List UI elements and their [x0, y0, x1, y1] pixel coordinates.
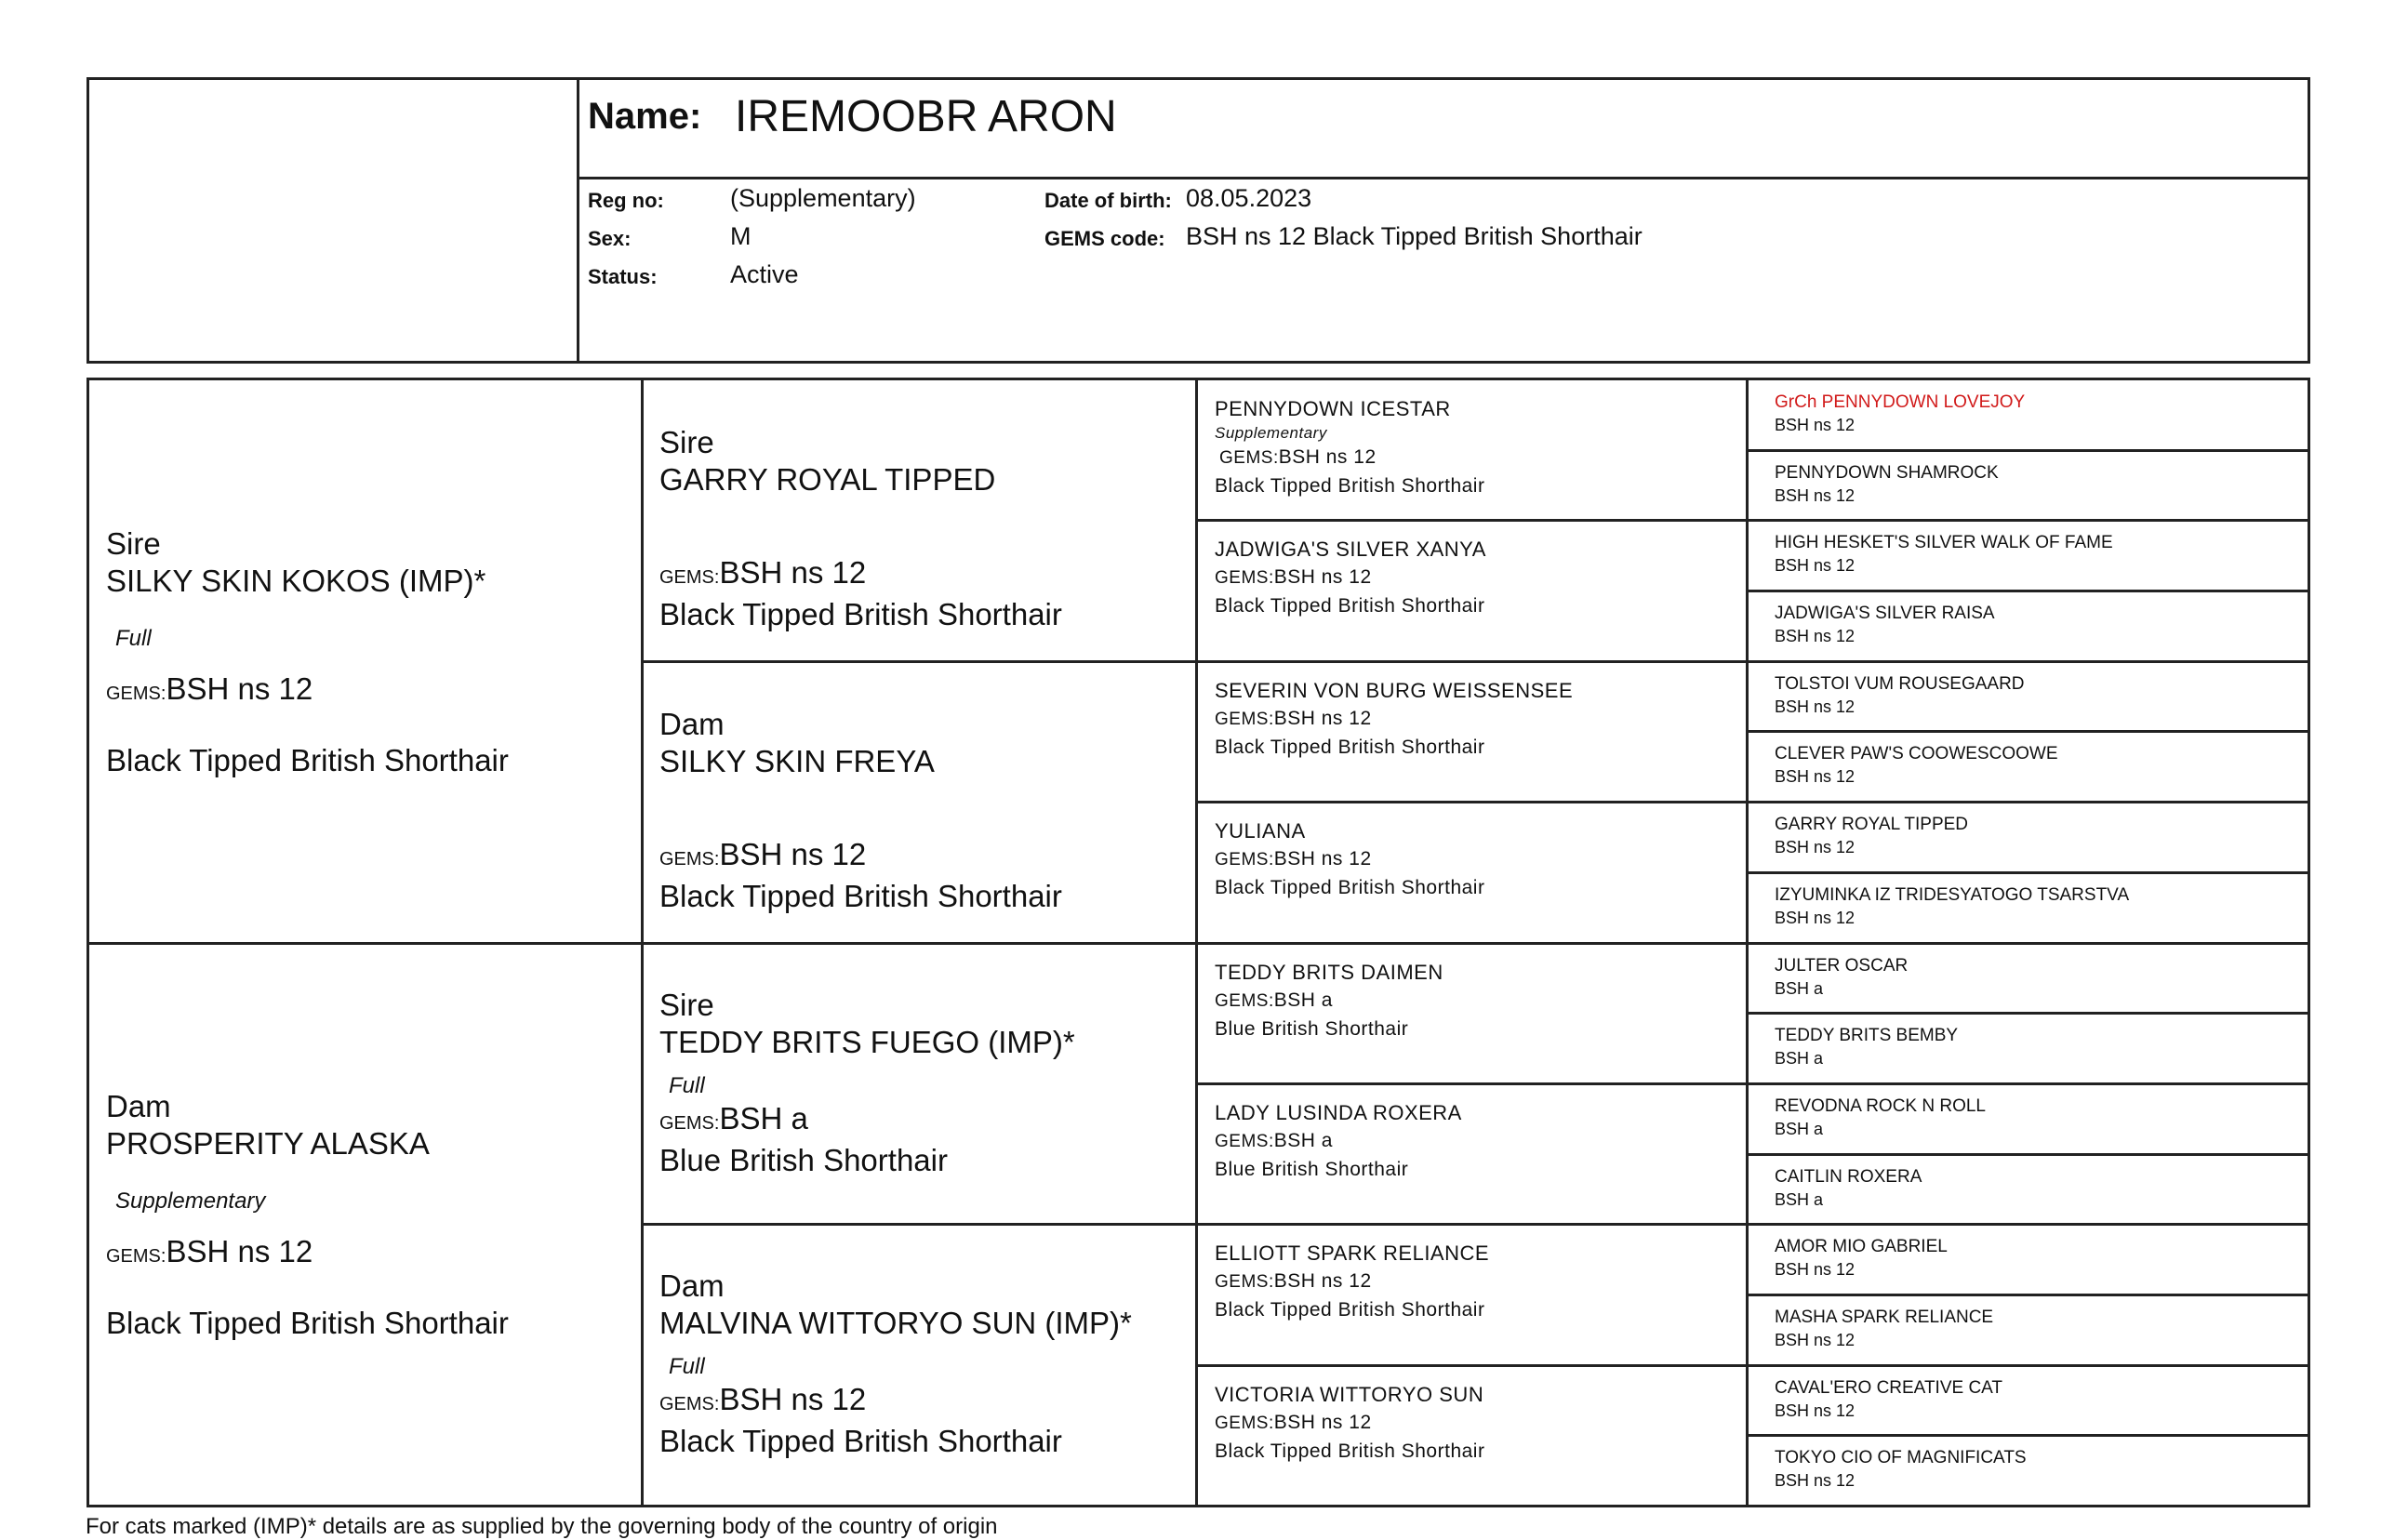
gen3-breed: Black Tipped British Shorthair: [1215, 1299, 1485, 1321]
gems-prefix: GEMS:: [1219, 448, 1279, 468]
gen4-ancestor: [1775, 742, 2305, 789]
gen2-role: Sire: [659, 425, 714, 459]
gen4-ancestor: [1775, 1446, 2305, 1493]
gems-code-value: BSH ns 12 Black Tipped British Shorthair: [1186, 222, 1643, 250]
gems-prefix: GEMS:: [1215, 1131, 1274, 1151]
gen3-ancestor: [1215, 1381, 1736, 1466]
gen4-row-divider: [1748, 1082, 2308, 1085]
gen2-quality: Full: [669, 1073, 705, 1098]
gen4-name: IZYUMINKA IZ TRIDESYATOGO TSARSTVA: [1775, 884, 2130, 905]
gen2-gems: BSH ns 12: [719, 555, 867, 590]
gen4-row-divider: [1748, 1153, 2308, 1156]
gen2-name: SILKY SKIN FREYA: [659, 744, 935, 778]
gen2-breed: Black Tipped British Shorthair: [659, 879, 1062, 913]
gen1-dam-quality: Supplementary: [115, 1188, 266, 1214]
gen1-sire-role: Sire: [106, 526, 161, 561]
gen4-ancestor: [1775, 883, 2305, 930]
gen4-ancestor: [1775, 1235, 2305, 1281]
gen4-gems: BSH ns 12: [1775, 1330, 1856, 1349]
gen3-breed: Black Tipped British Shorthair: [1215, 736, 1485, 758]
gen4-gems: BSH ns 12: [1775, 697, 1856, 716]
gen4-name: TOKYO CIO OF MAGNIFICATS: [1775, 1448, 2027, 1468]
gen4-name: TOLSTOI VUM ROUSEGAARD: [1775, 673, 2025, 694]
gems-prefix: GEMS:: [1215, 850, 1274, 870]
status-value: Active: [730, 260, 799, 288]
gems-prefix: GEMS:: [1215, 1413, 1274, 1433]
gen3-gems: BSH ns 12: [1273, 566, 1372, 589]
gen2-role: Sire: [659, 988, 714, 1022]
gen3-name: JADWIGA'S SILVER XANYA: [1215, 538, 1486, 562]
gen1-sire-breed: Black Tipped British Shorthair: [106, 743, 509, 777]
gen1-dam-name: PROSPERITY ALASKA: [106, 1126, 430, 1161]
gen1-dam-gems: BSH ns 12: [166, 1234, 313, 1268]
gen4-name: JULTER OSCAR: [1775, 955, 1909, 976]
gems-prefix: GEMS:: [1215, 990, 1274, 1011]
header-box: [86, 77, 2310, 364]
gen4-ancestor: [1775, 672, 2305, 719]
gen1-dam: [106, 1088, 627, 1342]
gen4-gems: BSH a: [1775, 978, 1824, 998]
gen3-gems: BSH ns 12: [1273, 1411, 1372, 1433]
gen4-ancestor: [1775, 1095, 2305, 1141]
gen2-breed: Blue British Shorthair: [659, 1143, 948, 1177]
gen4-gems: BSH ns 12: [1775, 1401, 1856, 1420]
gen3-name: YULIANA: [1215, 819, 1306, 843]
gems-prefix: GEMS:: [659, 1394, 720, 1414]
gen4-ancestor: [1775, 391, 2305, 437]
gen3-breed: Blue British Shorthair: [1215, 1158, 1409, 1180]
gen4-gems: BSH ns 12: [1775, 485, 1856, 505]
gen3-ancestor: [1215, 536, 1736, 620]
reg-no-label: Reg no:: [588, 189, 664, 212]
dob-label: Date of birth:: [1044, 189, 1172, 212]
gen4-ancestor: [1775, 1165, 2305, 1212]
sex-value: M: [730, 222, 752, 250]
gen4-row-divider: [1748, 1012, 2308, 1015]
sex-label: Sex:: [588, 227, 632, 250]
gen3-name: TEDDY BRITS DAIMEN: [1215, 960, 1443, 984]
gen4-ancestor: [1775, 461, 2305, 508]
gen3-quality: Supplementary: [1215, 424, 1327, 442]
gen4-ancestor: [1775, 1376, 2305, 1423]
gen4-row-divider: [1748, 1223, 2308, 1226]
gems-prefix: GEMS:: [659, 567, 720, 588]
gen4-gems: BSH ns 12: [1775, 556, 1856, 576]
gen4-gems: BSH ns 12: [1775, 416, 1856, 434]
gen4-row-divider: [1748, 449, 2308, 452]
gen1-dam-breed: Black Tipped British Shorthair: [106, 1306, 509, 1340]
gen3-ancestor: [1215, 959, 1736, 1043]
gen4-name: AMOR MIO GABRIEL: [1775, 1237, 1948, 1257]
gen3-name: SEVERIN VON BURG WEISSENSEE: [1215, 678, 1574, 702]
header-photo-divider: [577, 79, 579, 362]
gen4-gems: BSH ns 12: [1775, 838, 1856, 857]
gen4-gems: BSH ns 12: [1775, 767, 1856, 787]
gen2-dam-2: [659, 1268, 1180, 1460]
gen4-name: REVODNA ROCK N ROLL: [1775, 1095, 1986, 1116]
gen2-name: TEDDY BRITS FUEGO (IMP)*: [659, 1025, 1075, 1059]
gen4-name: GARRY ROYAL TIPPED: [1775, 815, 1969, 835]
gen3-ancestor: [1215, 817, 1736, 902]
gen1-dam-role: Dam: [106, 1089, 171, 1123]
gen2-sire-1: [659, 424, 1180, 633]
gen1-sire-quality: Full: [115, 626, 152, 651]
gems-prefix: GEMS:: [1215, 568, 1274, 589]
gen4-row-divider: [1748, 519, 2308, 522]
gen3-name: ELLIOTT SPARK RELIANCE: [1215, 1241, 1490, 1266]
gen3-name: LADY LUSINDA ROXERA: [1215, 1100, 1462, 1124]
gen4-row-divider: [1748, 801, 2308, 803]
gen4-row-divider: [1748, 942, 2308, 945]
gems-prefix: GEMS:: [106, 1246, 166, 1267]
dob-value: 08.05.2023: [1186, 184, 1312, 212]
gen3-name: VICTORIA WITTORYO SUN: [1215, 1382, 1484, 1406]
gen3-ancestor: [1215, 1099, 1736, 1184]
header-divider: [579, 177, 2308, 179]
gen4-gems: BSH a: [1775, 1119, 1824, 1138]
gen3-gems: BSH ns 12: [1273, 1270, 1372, 1293]
gen4-gems: BSH ns 12: [1775, 627, 1856, 646]
gen4-gems: BSH ns 12: [1775, 908, 1856, 927]
gen2-quality: Full: [669, 1354, 705, 1379]
gen2-breed: Black Tipped British Shorthair: [659, 1424, 1062, 1458]
reg-no-value: (Supplementary): [730, 184, 916, 212]
gen4-name: JADWIGA'S SILVER RAISA: [1775, 604, 1995, 624]
gen4-ancestor: [1775, 531, 2305, 578]
gen3-ancestor: [1215, 677, 1736, 762]
gen4-gems: BSH a: [1775, 1189, 1824, 1209]
gen4-row-divider: [1748, 1294, 2308, 1296]
gen3-ancestor: [1215, 1240, 1736, 1324]
gems-code-label: GEMS code:: [1044, 227, 1165, 250]
gen3-gems: BSH ns 12: [1278, 446, 1377, 468]
gen2-gems: BSH a: [719, 1101, 808, 1135]
gen3-breed: Black Tipped British Shorthair: [1215, 1440, 1485, 1462]
gen1-sire-name: SILKY SKIN KOKOS (IMP)*: [106, 564, 486, 598]
gen3-ancestor: [1215, 395, 1736, 500]
gen4-name: HIGH HESKET'S SILVER WALK OF FAME: [1775, 533, 2113, 553]
status-label: Status:: [588, 265, 658, 288]
gems-prefix: GEMS:: [1215, 709, 1274, 729]
gen2-name: GARRY ROYAL TIPPED: [659, 462, 996, 497]
gen1-sire: [106, 525, 627, 779]
gen3-breed: Blue British Shorthair: [1215, 1017, 1409, 1040]
gen4-gems: BSH a: [1775, 1049, 1824, 1069]
gen3-gems: BSH ns 12: [1273, 848, 1372, 870]
gen2-name: MALVINA WITTORYO SUN (IMP)*: [659, 1306, 1132, 1340]
gems-prefix: GEMS:: [659, 1113, 720, 1134]
gen4-row-divider: [1748, 660, 2308, 663]
gen4-row-divider: [1748, 1364, 2308, 1367]
gen4-gems: BSH ns 12: [1775, 1471, 1856, 1491]
gen4-name: TEDDY BRITS BEMBY: [1775, 1026, 1959, 1046]
gen4-row-divider: [1748, 590, 2308, 592]
gen1-sire-gems: BSH ns 12: [166, 671, 313, 706]
gen2-gems: BSH ns 12: [719, 1382, 867, 1416]
gen3-breed: Black Tipped British Shorthair: [1215, 475, 1485, 497]
gen3-gems: BSH a: [1273, 989, 1333, 1011]
gen4-ancestor: [1775, 1024, 2305, 1070]
gen4-name: PENNYDOWN SHAMROCK: [1775, 462, 1999, 483]
gen2-role: Dam: [659, 1268, 725, 1303]
gen3-breed: Black Tipped British Shorthair: [1215, 877, 1485, 899]
gen4-row-divider: [1748, 1434, 2308, 1437]
gen2-breed: Black Tipped British Shorthair: [659, 597, 1062, 631]
gen4-ancestor: [1775, 813, 2305, 859]
gen4-name: MASHA SPARK RELIANCE: [1775, 1307, 1994, 1327]
gen4-ancestor: [1775, 602, 2305, 648]
gen4-row-divider: [1748, 871, 2308, 874]
gen2-dam-1: [659, 706, 1180, 915]
gems-prefix: GEMS:: [659, 849, 720, 870]
gen2-role: Dam: [659, 707, 725, 741]
gen4-name: CAITLIN ROXERA: [1775, 1166, 1922, 1187]
gen3-breed: Black Tipped British Shorthair: [1215, 595, 1485, 617]
footer-note: For cats marked (IMP)* details are as supplied by the governing body of the country of origin: [86, 1514, 998, 1539]
gen4-gems: BSH ns 12: [1775, 1260, 1856, 1280]
cat-name: IREMOOBR ARON: [735, 92, 1117, 141]
gen4-ancestor: [1775, 954, 2305, 1001]
gen4-name: CLEVER PAW'S COOWESCOOWE: [1775, 744, 2058, 764]
gen4-name: CAVAL'ERO CREATIVE CAT: [1775, 1377, 2003, 1398]
gen4-row-divider: [1748, 730, 2308, 733]
gems-prefix: GEMS:: [106, 684, 166, 704]
gen3-gems: BSH a: [1273, 1129, 1333, 1151]
gen2-sire-2: [659, 987, 1180, 1179]
gems-prefix: GEMS:: [1215, 1272, 1274, 1293]
name-label: Name:: [588, 96, 702, 137]
gen4-ancestor: [1775, 1306, 2305, 1352]
gen3-gems: BSH ns 12: [1273, 707, 1372, 729]
gen2-gems: BSH ns 12: [719, 837, 867, 871]
gen3-name: PENNYDOWN ICESTAR: [1215, 397, 1451, 420]
gen4-name: GrCh PENNYDOWN LOVEJOY: [1775, 392, 2026, 412]
